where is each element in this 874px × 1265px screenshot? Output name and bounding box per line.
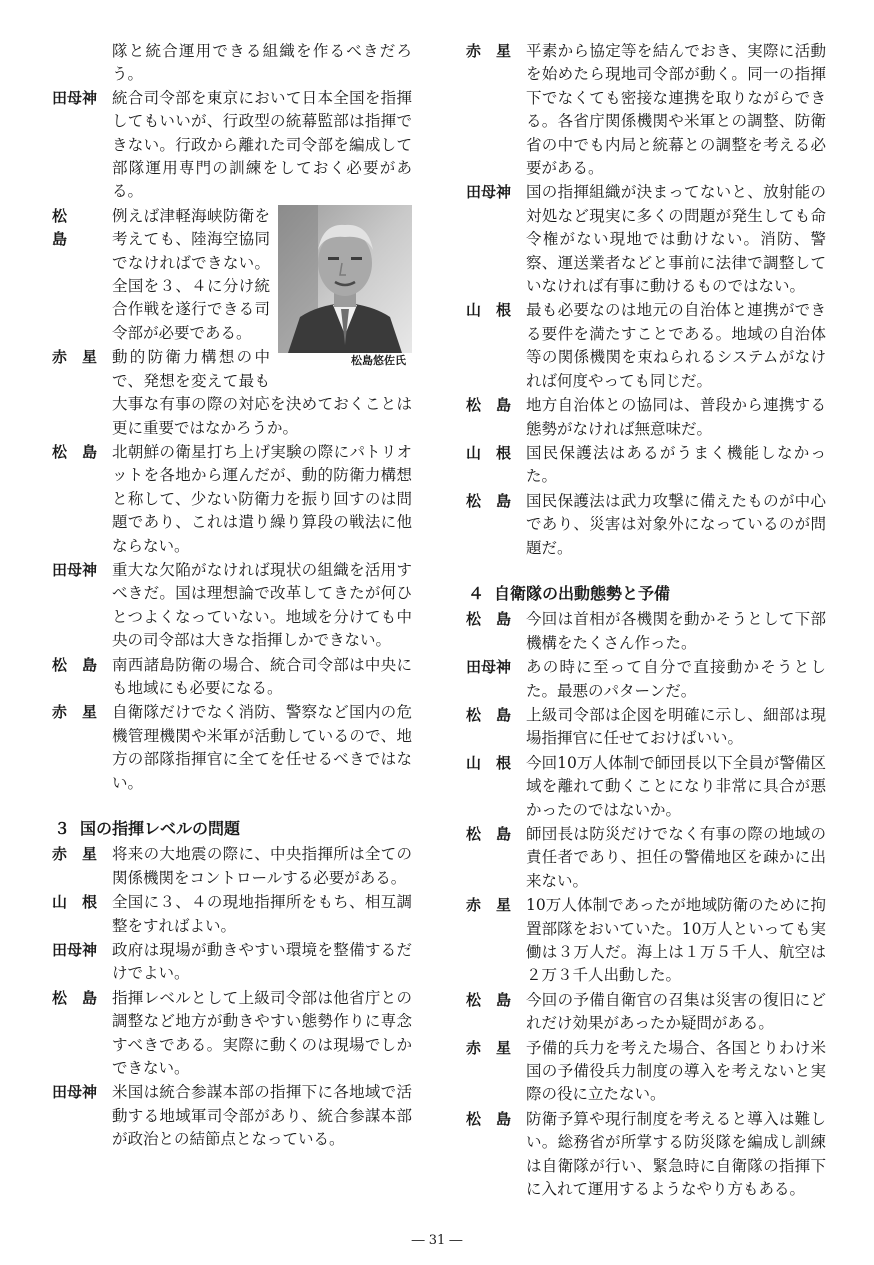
continued-text: 隊と統合運用できる組織を作るべきだろう。 <box>112 42 412 84</box>
speaker-name: 山 根 <box>52 893 98 912</box>
dialogue-entry <box>466 752 826 822</box>
right-column <box>466 40 826 1202</box>
dialogue-entry <box>52 654 412 701</box>
speaker-name: 山 根 <box>466 753 512 772</box>
dialogue-text: 自衛隊だけでなく消防、警察など国内の危機管理機関や米軍が活動しているので、地方の部隊指揮官に全てを任せるべきではない。 <box>112 703 412 792</box>
dialogue-entry <box>52 1081 412 1151</box>
dialogue-entry <box>52 891 412 938</box>
speaker-name: 松 島 <box>466 396 512 415</box>
dialogue-text: 予備的兵力を考えた場合、各国とりわけ米国の予備役兵力制度の導入を考えないと実際の役に立たない。 <box>526 1038 826 1104</box>
dialogue-text: 最も必要なのは地元の自治体と連携ができる要件を満たすことである。地域の自治体等の関係機関を束ねられるシステムがなければ何度やっても同じだ。 <box>526 301 826 390</box>
dialogue-entry <box>52 346 412 440</box>
dialogue-text: 地方自治体との協同は、普段から連携する態勢がなければ無意味だ。 <box>526 396 826 438</box>
dialogue-text: あの時に至って自分で直接動かそうとした。最悪のパターンだ。 <box>526 658 826 700</box>
portrait-photo <box>278 205 412 369</box>
dialogue-text: 北朝鮮の衛星打ち上げ実験の際にパトリオットを各地から運んだが、動的防衛力構想と称して、少ない防衛力を振り回すのは問題であり、これは遣り繰り算段の戦法に他ならない。 <box>112 442 412 555</box>
dialogue-entry <box>466 490 826 560</box>
photo-caption: 松島悠佐氏 <box>351 353 406 367</box>
left-column <box>52 40 412 1152</box>
portrait-photo-image <box>278 205 412 353</box>
dialogue-text: 上級司令部は企図を明確に示し、細部は現場指揮官に任せておけばいい。 <box>526 705 826 748</box>
dialogue-text: 動的防衛力構想の中で、発想を変えて最も大事な有事の際の対応を決めておくことは更に重要ではなかろうか。 <box>112 348 412 437</box>
dialogue-text: 10万人体制であったが地域防衛のために拘置部隊をおいていた。10万人といっても実働は３万人だ。海上は１万５千人、航空は２万３千人出動した。 <box>526 896 826 985</box>
dialogue-entry <box>466 704 826 751</box>
dialogue-text: 重大な欠陥がなければ現状の組織を活用すべきだ。国は理想論で改革してきたが何ひとつよくなっていない。地域を分けても中央の司令部は大きな指揮しかできない。 <box>112 560 412 650</box>
speaker-name: 松 島 <box>466 705 512 724</box>
dialogue-entry <box>466 442 826 489</box>
speaker-name: 松 島 <box>466 1109 512 1128</box>
speaker-name: 田母神 <box>52 941 98 960</box>
speaker-name: 山 根 <box>466 301 512 320</box>
dialogue-entry <box>52 843 412 890</box>
speaker-name: 赤 星 <box>52 348 98 367</box>
speaker-name: 田母神 <box>466 183 512 202</box>
dialogue-text: 政府は現場が動きやすい環境を整備するだけでよい。 <box>112 941 412 983</box>
dialogue-entry <box>52 939 412 986</box>
section-number: ３ <box>54 819 71 838</box>
dialogue-entry <box>466 608 826 655</box>
speaker-name: 赤 星 <box>466 1038 512 1057</box>
speaker-name: 松 島 <box>466 990 512 1009</box>
dialogue-entry <box>52 559 412 653</box>
speaker-name: 松 島 <box>466 825 512 843</box>
dialogue-text: 防衛予算や現行制度を考えると導入は難しい。総務省が所掌する防災隊を編成し訓練は自衛隊が行い、緊急時に自衛隊の指揮下に入れて運用するようなやり方もある。 <box>526 1109 826 1199</box>
dialogue-entry <box>52 441 412 558</box>
dialogue-entry <box>466 1037 826 1107</box>
dialogue-entry <box>466 181 826 298</box>
dialogue-text: 全国に３、４の現地指揮所をもち、相互調整をすればよい。 <box>112 893 412 935</box>
dialogue-entry <box>52 987 412 1081</box>
speaker-name: 田母神 <box>466 658 512 677</box>
speaker-name: 松 島 <box>52 655 98 674</box>
speaker-name: 田母神 <box>52 560 98 579</box>
speaker-name: 田母神 <box>52 88 98 107</box>
speaker-name: 松 島 <box>466 610 512 629</box>
speaker-name: 赤 星 <box>466 42 512 60</box>
dialogue-entry <box>466 1108 826 1202</box>
dialogue-text: 例えば津軽海峡防衛を考えても、陸海空協同でなければできない。全国を３、４に分け統合作戦を遂行できる司令部が必要である。 <box>112 206 270 342</box>
dialogue-text: 将来の大地震の際に、中央指揮所は全ての関係機関をコントロールする必要がある。 <box>112 845 412 887</box>
speaker-name: 山 根 <box>466 443 512 462</box>
speaker-name: 赤 星 <box>52 703 98 722</box>
dialogue-entry <box>466 299 826 393</box>
dialogue-entry <box>466 394 826 441</box>
speaker-name: 田母神 <box>52 1083 98 1102</box>
dialogue-entry <box>466 823 826 893</box>
speaker-name: 松 島 <box>52 206 107 249</box>
section-title: 国の指揮レベルの問題 <box>80 819 241 838</box>
speaker-name: 松 島 <box>52 988 98 1007</box>
dialogue-entry <box>466 894 826 988</box>
dialogue-text: 国民保護法はあるがうまく機能しなかった。 <box>526 443 826 486</box>
section-heading <box>468 582 826 605</box>
dialogue-entry <box>466 656 826 703</box>
section-title: 自衛隊の出動態勢と予備 <box>494 583 671 603</box>
speaker-name: 赤 星 <box>52 845 98 864</box>
dialogue-entry <box>52 701 412 795</box>
section-heading <box>54 817 412 840</box>
dialogue-text: 国の指揮組織が決まってないと、放射能の対処など現実に多くの問題が発生しても命令権がない現地では動けない。消防、警察、運送業者などと事前に法律で調整していなければ有事に動けるものではない。 <box>526 183 826 296</box>
dialogue-text: 平素から協定等を結んでおき、実際に活動を始めたら現地司令部が動く。同一の指揮下でなくても密接な連携を取りながらできる。各省庁関係機関や米軍との調整、防衛省の中でも内局と統幕との調整を考える必要がある。 <box>526 42 826 178</box>
dialogue-entry <box>52 87 412 204</box>
dialogue-entry <box>466 989 826 1036</box>
dialogue-entry <box>466 40 826 180</box>
dialogue-text: 今回の予備自衛官の召集は災害の復旧にどれだけ効果があったか疑問がある。 <box>526 990 826 1033</box>
dialogue-text: 今回10万人体制で師団長以下全員が警備区域を離れて動くことになり非常に具合が悪かったのではないか。 <box>526 753 826 819</box>
page-number: ― 31 ― <box>411 1233 463 1248</box>
section-number: ４ <box>468 583 485 603</box>
speaker-name: 松 島 <box>466 491 512 510</box>
dialogue-text: 指揮レベルとして上級司令部は他省庁との調整など地方が動きやすい態勢作りに専念すべきである。実際に動くのは現場でしかできない。 <box>112 988 412 1078</box>
dialogue-text: 米国は統合参謀本部の指揮下に各地域で活動する地域軍司令部があり、統合参謀本部が政治との結節点となっている。 <box>112 1083 412 1149</box>
dialogue-text: 師団長は防災だけでなく有事の際の地域の責任者であり、担任の警備地区を疎かに出来ない。 <box>526 825 826 890</box>
dialogue-text: 国民保護法は武力攻撃に備えたものが中心であり、災害は対象外になっているのが問題だ。 <box>526 491 826 557</box>
speaker-name: 赤 星 <box>466 896 512 915</box>
dialogue-text: 南西諸島防衛の場合、統合司令部は中央にも地域にも必要になる。 <box>112 655 412 697</box>
speaker-name: 松 島 <box>52 442 98 461</box>
dialogue-text: 今回は首相が各機関を動かそうとして下部機構をたくさん作った。 <box>526 610 826 652</box>
dialogue-text: 統合司令部を東京において日本全国を指揮してもいいが、行政型の統幕監部は指揮できない。行政から離れた司令部を編成して部隊運用専門の訓練をしておく必要がある。 <box>112 88 412 201</box>
